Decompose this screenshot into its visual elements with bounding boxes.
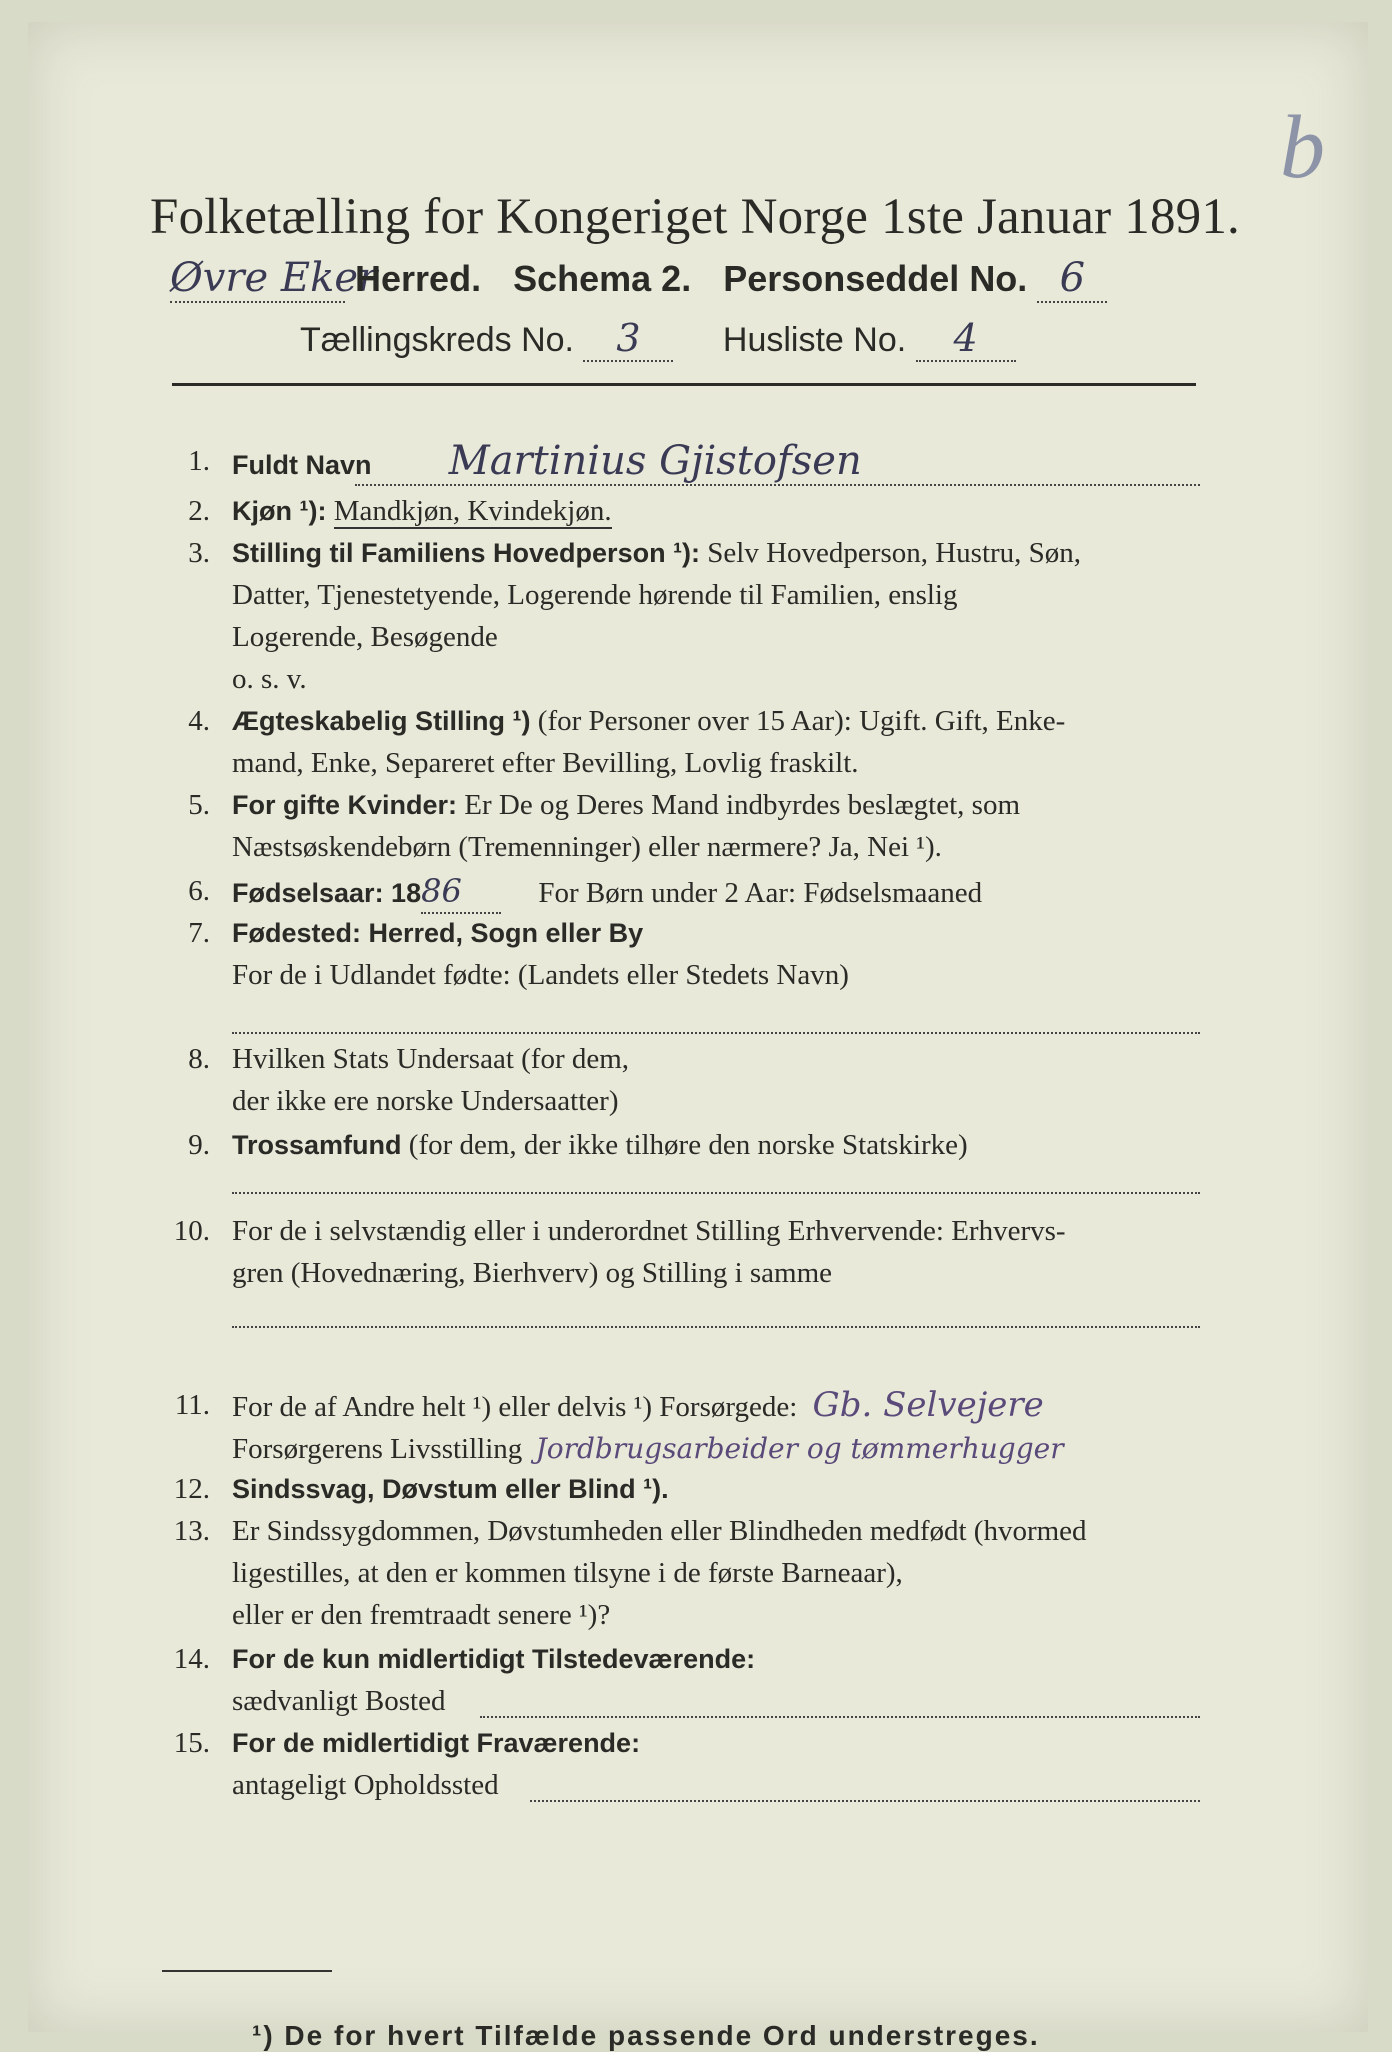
q11-label: For de af Andre helt ¹) eller delvis ¹) Forsørgede: — [232, 1391, 798, 1423]
q2-options: Mandkjøn, Kvindekjøn. — [333, 495, 612, 527]
footnote: ¹) De for hvert Tilfælde passende Ord understreges. — [252, 2020, 1040, 2051]
question-5: 5. For gifte Kvinder: Er De og Deres Mand indbyrdes beslægtet, som Næstsøskendebørn (Tremenninger) eller nærmere? Ja, Nei ¹). — [188, 789, 1020, 863]
herred-name-answer: Øvre Eker — [170, 255, 378, 301]
q6-answer-year: 86 — [421, 870, 501, 914]
q6-label: Fødselsaar: 18 — [232, 878, 422, 908]
question-7: 7. Fødested: Herred, Sogn eller By For de i Udlandet fødte: (Landets eller Stedets Navn) — [170, 912, 1200, 1037]
q11-answer-livsstilling: Jordbrugsarbeider og tømmerhugger — [535, 1432, 1064, 1465]
question-1 — [170, 440, 1200, 490]
husliste-no-answer: 4 — [916, 316, 1016, 362]
question-8: 8. Hvilken Stats Undersaat (for dem, der ikke ere norske Undersaatter) — [170, 1038, 1200, 1122]
question-3: 3. Stilling til Familiens Hovedperson ¹): Selv Hovedperson, Hustru, Søn, Datter, Tjenestetyende, Logerende hørende til Familien, enslig Logerende, Besøgende o. s. v. — [188, 537, 1082, 695]
q8-label: Hvilken Stats Undersaat (for dem, — [232, 1043, 630, 1075]
question-13: 13. Er Sindssygdommen, Døvstumheden eller Blindheden medfødt (hvormed ligestilles, at den er kommen tilsyne i de første Barneaar), eller er den fremtraadt senere ¹)? — [170, 1510, 1200, 1636]
herred-schema-line — [170, 255, 1107, 303]
question-15: 15. For de midlertidigt Fraværende: antageligt Opholdssted — [170, 1722, 1200, 1806]
q7-label: Fødested: Herred, Sogn eller By — [232, 918, 644, 948]
q3-label: Stilling til Familiens Hovedperson ¹): — [232, 538, 701, 568]
q1-answer-name: Martinius Gjistofsen — [448, 438, 862, 484]
schema-label: Schema 2. — [513, 258, 692, 299]
q11-answer-forsorget: Gb. Selvejere — [812, 1385, 1044, 1425]
personseddel-no-answer: 6 — [1037, 255, 1107, 303]
footnote-rule — [162, 1970, 332, 1972]
question-14: 14. For de kun midlertidigt Tilstedeværende: sædvanligt Bosted — [170, 1638, 1200, 1722]
q12-label: Sindssvag, Døvstum eller Blind ¹). — [232, 1474, 669, 1504]
q1-number: 1. — [188, 445, 210, 477]
header-divider — [172, 383, 1196, 386]
q10-label: For de i selvstændig eller i underordnet Stilling Erhvervende: Erhvervs- — [232, 1215, 1066, 1247]
question-9: 9. Trossamfund (for dem, der ikke tilhøre den norske Statskirke) — [170, 1124, 1200, 1196]
q14-label: For de kun midlertidigt Tilstedeværende: — [232, 1644, 756, 1674]
q5-label: For gifte Kvinder: — [232, 790, 458, 820]
kreds-husliste-line — [300, 316, 1016, 362]
q4-label: Ægteskabelig Stilling ¹) — [232, 706, 531, 736]
question-11: 11. For de af Andre helt ¹) eller delvis ¹) Forsørgede: Gb. Selvejere Forsørgerens Livsstilling Jordbrugsarbeider og tømmerhugger — [174, 1385, 1064, 1465]
q1-label: Fuldt Navn — [232, 450, 372, 480]
question-10: 10. For de i selvstændig eller i underordnet Stilling Erhvervende: Erhvervs- gren (Hovednæring, Bierhverv) og Stilling i samme — [170, 1210, 1200, 1330]
kreds-no-answer: 3 — [583, 316, 673, 362]
q13-label: Er Sindssygdommen, Døvstumheden eller Blindheden medfødt (hvormed — [232, 1515, 1087, 1547]
form-title: Folketælling for Kongeriget Norge 1ste Januar 1891. — [150, 189, 1240, 245]
q2-label: Kjøn ¹): — [232, 496, 327, 526]
husliste-label: Husliste No. — [722, 321, 907, 359]
herred-label: Herred. — [355, 258, 482, 299]
question-4: 4. Ægteskabelig Stilling ¹) (for Personer over 15 Aar): Ugift. Gift, Enke- mand, Enke, Separeret efter Bevilling, Lovlig fraskilt. — [188, 705, 1066, 779]
q9-label: Trossamfund — [232, 1130, 402, 1160]
kreds-label: Tællingskreds No. — [300, 321, 574, 359]
q15-label: For de midlertidigt Fraværende: — [232, 1728, 641, 1758]
personseddel-label: Personseddel No. — [723, 258, 1028, 299]
corner-handwritten-mark: b — [1280, 98, 1325, 197]
